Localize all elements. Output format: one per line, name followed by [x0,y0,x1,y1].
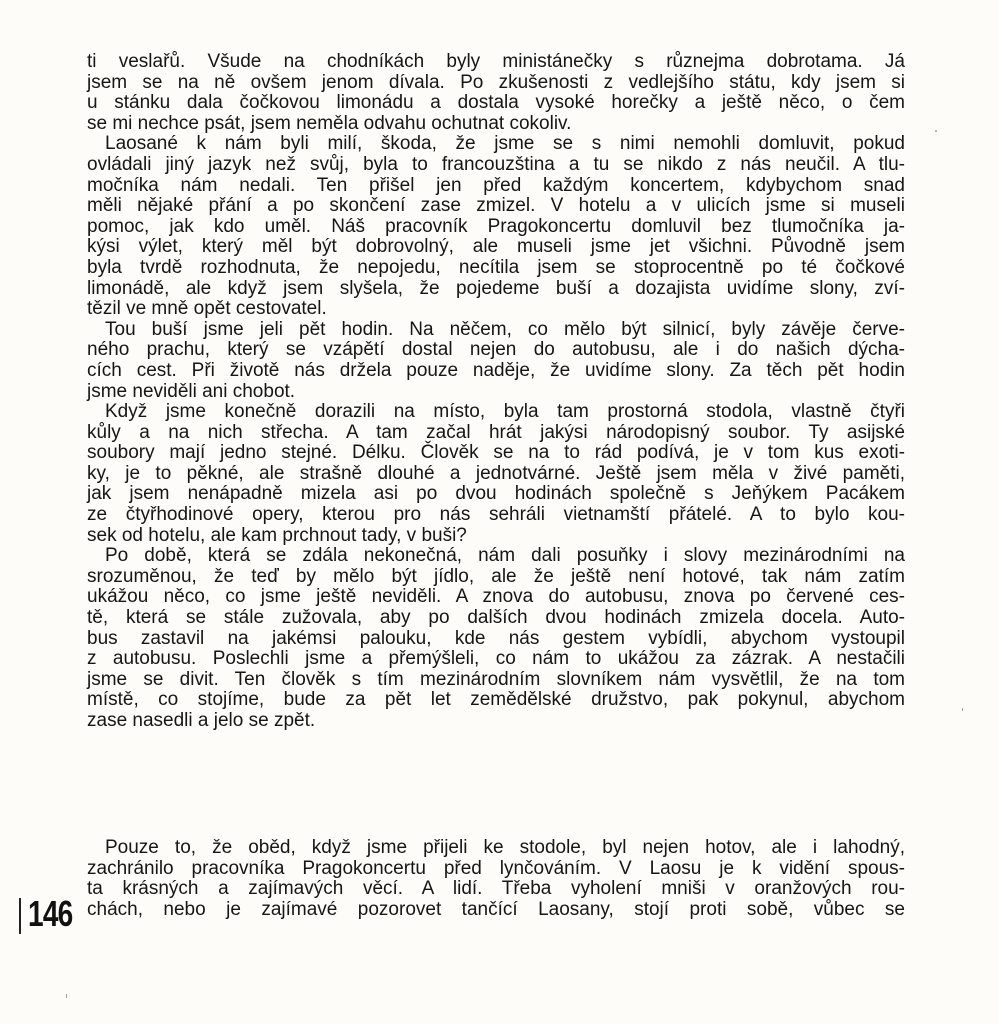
text-line: ného prachu, který se vzápětí dostal nejen do autobusu, ale i do našich dýcha- [87,339,905,361]
paragraph [87,320,905,402]
paragraph [87,52,905,134]
scan-speck [962,708,963,711]
text-line: sek od hotelu, ale kam prchnout tady, v buši? [87,524,467,546]
text-line: cích cest. Při životě nás držela pouze naděje, že uvidíme slony. Za těch pět hodin [87,359,905,381]
text-line: jsem se na ně ovšem jenom dívala. Po zkušenosti z vedlejšího státu, kdy jsem si [87,71,905,93]
text-line: kůly a na nich střecha. A tam začal hrát jakýsi národopisný soubor. Ty asijské [87,421,905,443]
text-line: jsme se divit. Ten člověk s tím mezinárodním slovníkem nám vysvětlil, že na tom [87,668,905,690]
text-line: ta krásných a zajímavých věcí. A lidí. Třeba vyholení mniši v oranžových rou- [87,878,905,900]
text-line: Když jsme konečně dorazili na místo, byla tam prostorná stodola, vlastně čtyři [105,401,905,423]
scan-speck [66,994,67,998]
text-line: srozuměnou, že teď by mělo být jídlo, ale že ještě není hotové, tak nám zatím [87,565,905,587]
text-line: Pouze to, že oběd, když jsme přijeli ke stodole, byl nejen hotov, ale i lahodný, [105,837,905,858]
text-line: z autobusu. Poslechli jsme a přemýšleli, co nám to ukážou za zázrak. A nestačili [87,648,905,670]
text-line: Po době, která se zdála nekonečná, nám dali posuňky i slovy mezinárodními na [105,545,905,567]
text-line: pomoc, jak kdo uměl. Náš pracovník Pragokoncertu domluvil bez tlumočníka ja- [87,215,905,237]
text-line: se mi nechce psát, jsem neměla odvahu ochutnat cokoliv. [87,112,572,134]
text-line: limonádě, ale když jsem slyšela, že pojedeme buší a dozajista uvidíme slony, zví- [87,277,905,299]
paragraph [87,546,905,731]
text-line: tě, která se stále zužovala, aby po dalších dvou hodinách zmizela docela. Auto- [87,607,905,629]
text-line: jak jsem nenápadně mizela asi po dvou hodinách společně s Jeňýkem Pacákem [87,483,905,505]
text-line: místě, co stojíme, bude za pět let zemědělské družstvo, pak pokynul, abychom [87,689,905,711]
text-line: měli nějaké přání a po skončení zase zmizel. V hotelu a v ulicích jsme si museli [87,195,905,217]
text-line: bus zastavil na jakémsi palouku, kde nás gestem vybídli, abychom vystoupil [87,627,905,649]
text-line: Laosané k nám byli milí, škoda, že jsme se s nimi nemohli domluvit, pokud [105,133,905,155]
text-line: zase nasedli a jelo se zpět. [87,710,316,731]
paragraph [87,838,905,920]
scan-speck [935,130,937,132]
margin-rule [19,898,21,934]
text-line: kýsi výlet, který měl být dobrovolný, ale museli jsme jet všichni. Původně jsem [87,236,905,258]
page-number: 146 [28,893,73,934]
text-line: ky, je to pěkné, ale strašně dlouhé a jednotvárné. Ještě jsem měla v živé paměti, [87,462,905,484]
continuation-text [87,838,905,920]
text-line: ze čtyřhodinové opery, kterou pro nás sehráli vietnamští přátelé. A to bylo kou- [87,504,905,526]
text-line: byla tvrdě rozhodnuta, že nepojedu, necítila jsem se stoprocentně po té čočkové [87,256,905,278]
paragraph [87,402,905,546]
text-line: chách, nebo je zajímavé pozorovet tančící Laosany, stojí proti sobě, vůbec se [87,898,905,920]
text-line: Tou buší jsme jeli pět hodin. Na něčem, co mělo být silnicí, byly závěje červe- [105,318,905,340]
text-line: soubory mají jedno stejné. Délku. Člověk se na to rád podívá, je v tom kus exoti- [87,442,905,464]
text-line: ukážou něco, co jsme ještě neviděli. A znova do autobusu, znova po červené ces- [87,586,905,608]
text-line: močníka nám nedali. Ten přišel jen před každým koncertem, kdybychom snad [87,174,905,196]
text-line: ti veslařů. Všude na chodníkách byly ministánečky s různejma dobrotama. Já [87,51,905,72]
text-line: jsme neviděli ani chobot. [87,380,296,402]
paragraph [87,134,905,319]
text-line: ovládali jiný jazyk než svůj, byla to francouzština a tu se nikdo z nás neučil. A tlu- [87,153,905,175]
text-line: zachránilo pracovníka Pragokoncertu před lynčováním. V Laosu je k vidění spous- [87,857,905,879]
text-line: tězil ve mně opět cestovatel. [87,298,327,320]
text-line: u stánku dala čočkovou limonádu a dostala vysoké horečky a ještě něco, o čem [87,92,905,114]
main-text [87,52,905,732]
